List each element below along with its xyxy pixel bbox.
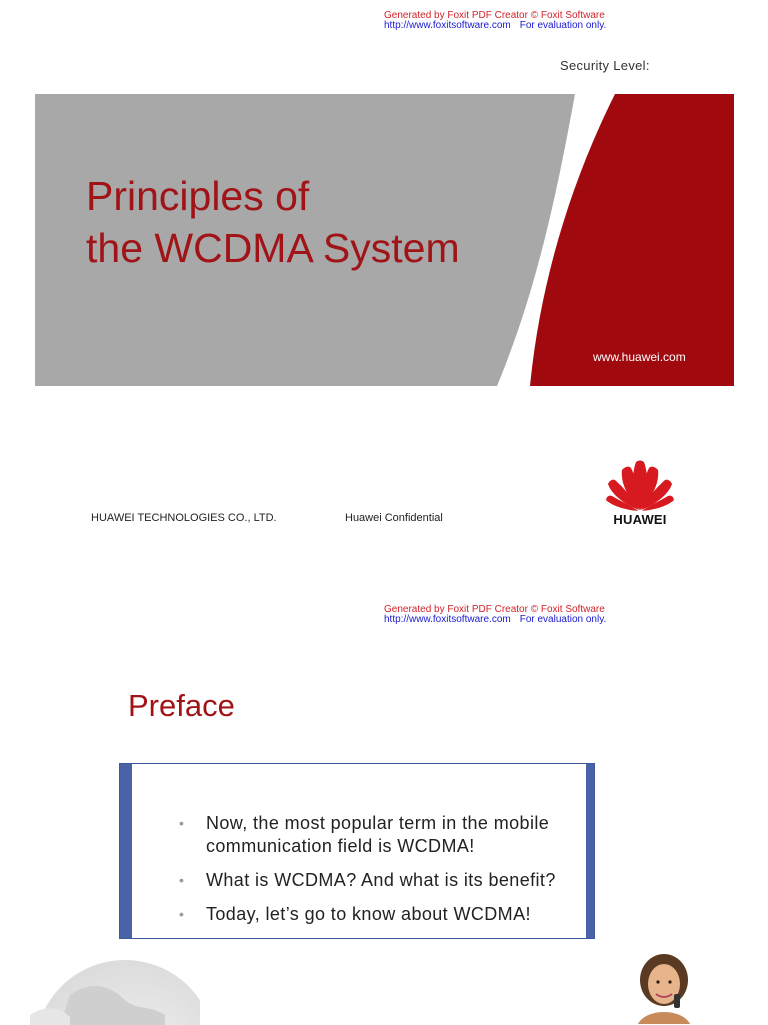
slide-title-line2: the WCDMA System (86, 225, 460, 271)
bullet-icon: • (179, 906, 185, 922)
bullet-line: communication field is WCDMA! (206, 836, 475, 856)
globe-image (30, 955, 200, 1025)
slide-title-line1: Principles of (86, 173, 310, 219)
watermark-top (384, 11, 615, 31)
bullet-line: Now, the most popular term in the mobile (206, 813, 550, 833)
preface-box (119, 763, 595, 939)
list-item (179, 812, 595, 858)
huawei-logo (604, 458, 676, 528)
website-url[interactable]: www.huawei.com (593, 350, 686, 364)
preface-bullet-list (179, 812, 595, 937)
bullet-line: What is WCDMA? And what is its benefit? (206, 870, 556, 890)
watermark-line1: Generated by Foxit PDF Creator © Foxit Software (384, 10, 605, 21)
watermark-url[interactable]: http://www.foxitsoftware.com (384, 20, 511, 31)
huawei-petals-icon (604, 458, 676, 512)
footer-company: HUAWEI TECHNOLOGIES CO., LTD. (91, 512, 277, 524)
watermark-note: For evaluation only. (519, 20, 607, 31)
bullet-line: Today, let’s go to know about WCDMA! (206, 904, 531, 924)
woman-phone-image (628, 950, 700, 1024)
watermark-url[interactable]: http://www.foxitsoftware.com (384, 614, 511, 625)
huawei-logo-text: HUAWEI (613, 512, 667, 527)
footer-confidential: Huawei Confidential (345, 512, 443, 524)
list-item (179, 903, 595, 926)
box-left-bar (120, 764, 132, 938)
preface-heading: Preface (128, 688, 235, 723)
watermark-line2 (384, 21, 615, 31)
title-banner (35, 94, 734, 386)
watermark-note: For evaluation only. (519, 614, 607, 625)
security-level-label: Security Level: (560, 58, 650, 73)
watermark-line2 (384, 615, 615, 625)
list-item (179, 869, 595, 892)
slide-title (86, 170, 460, 274)
bullet-icon: • (179, 872, 185, 888)
bullet-icon: • (179, 815, 185, 831)
watermark-mid (384, 605, 615, 625)
watermark-line1: Generated by Foxit PDF Creator © Foxit Software (384, 604, 605, 615)
